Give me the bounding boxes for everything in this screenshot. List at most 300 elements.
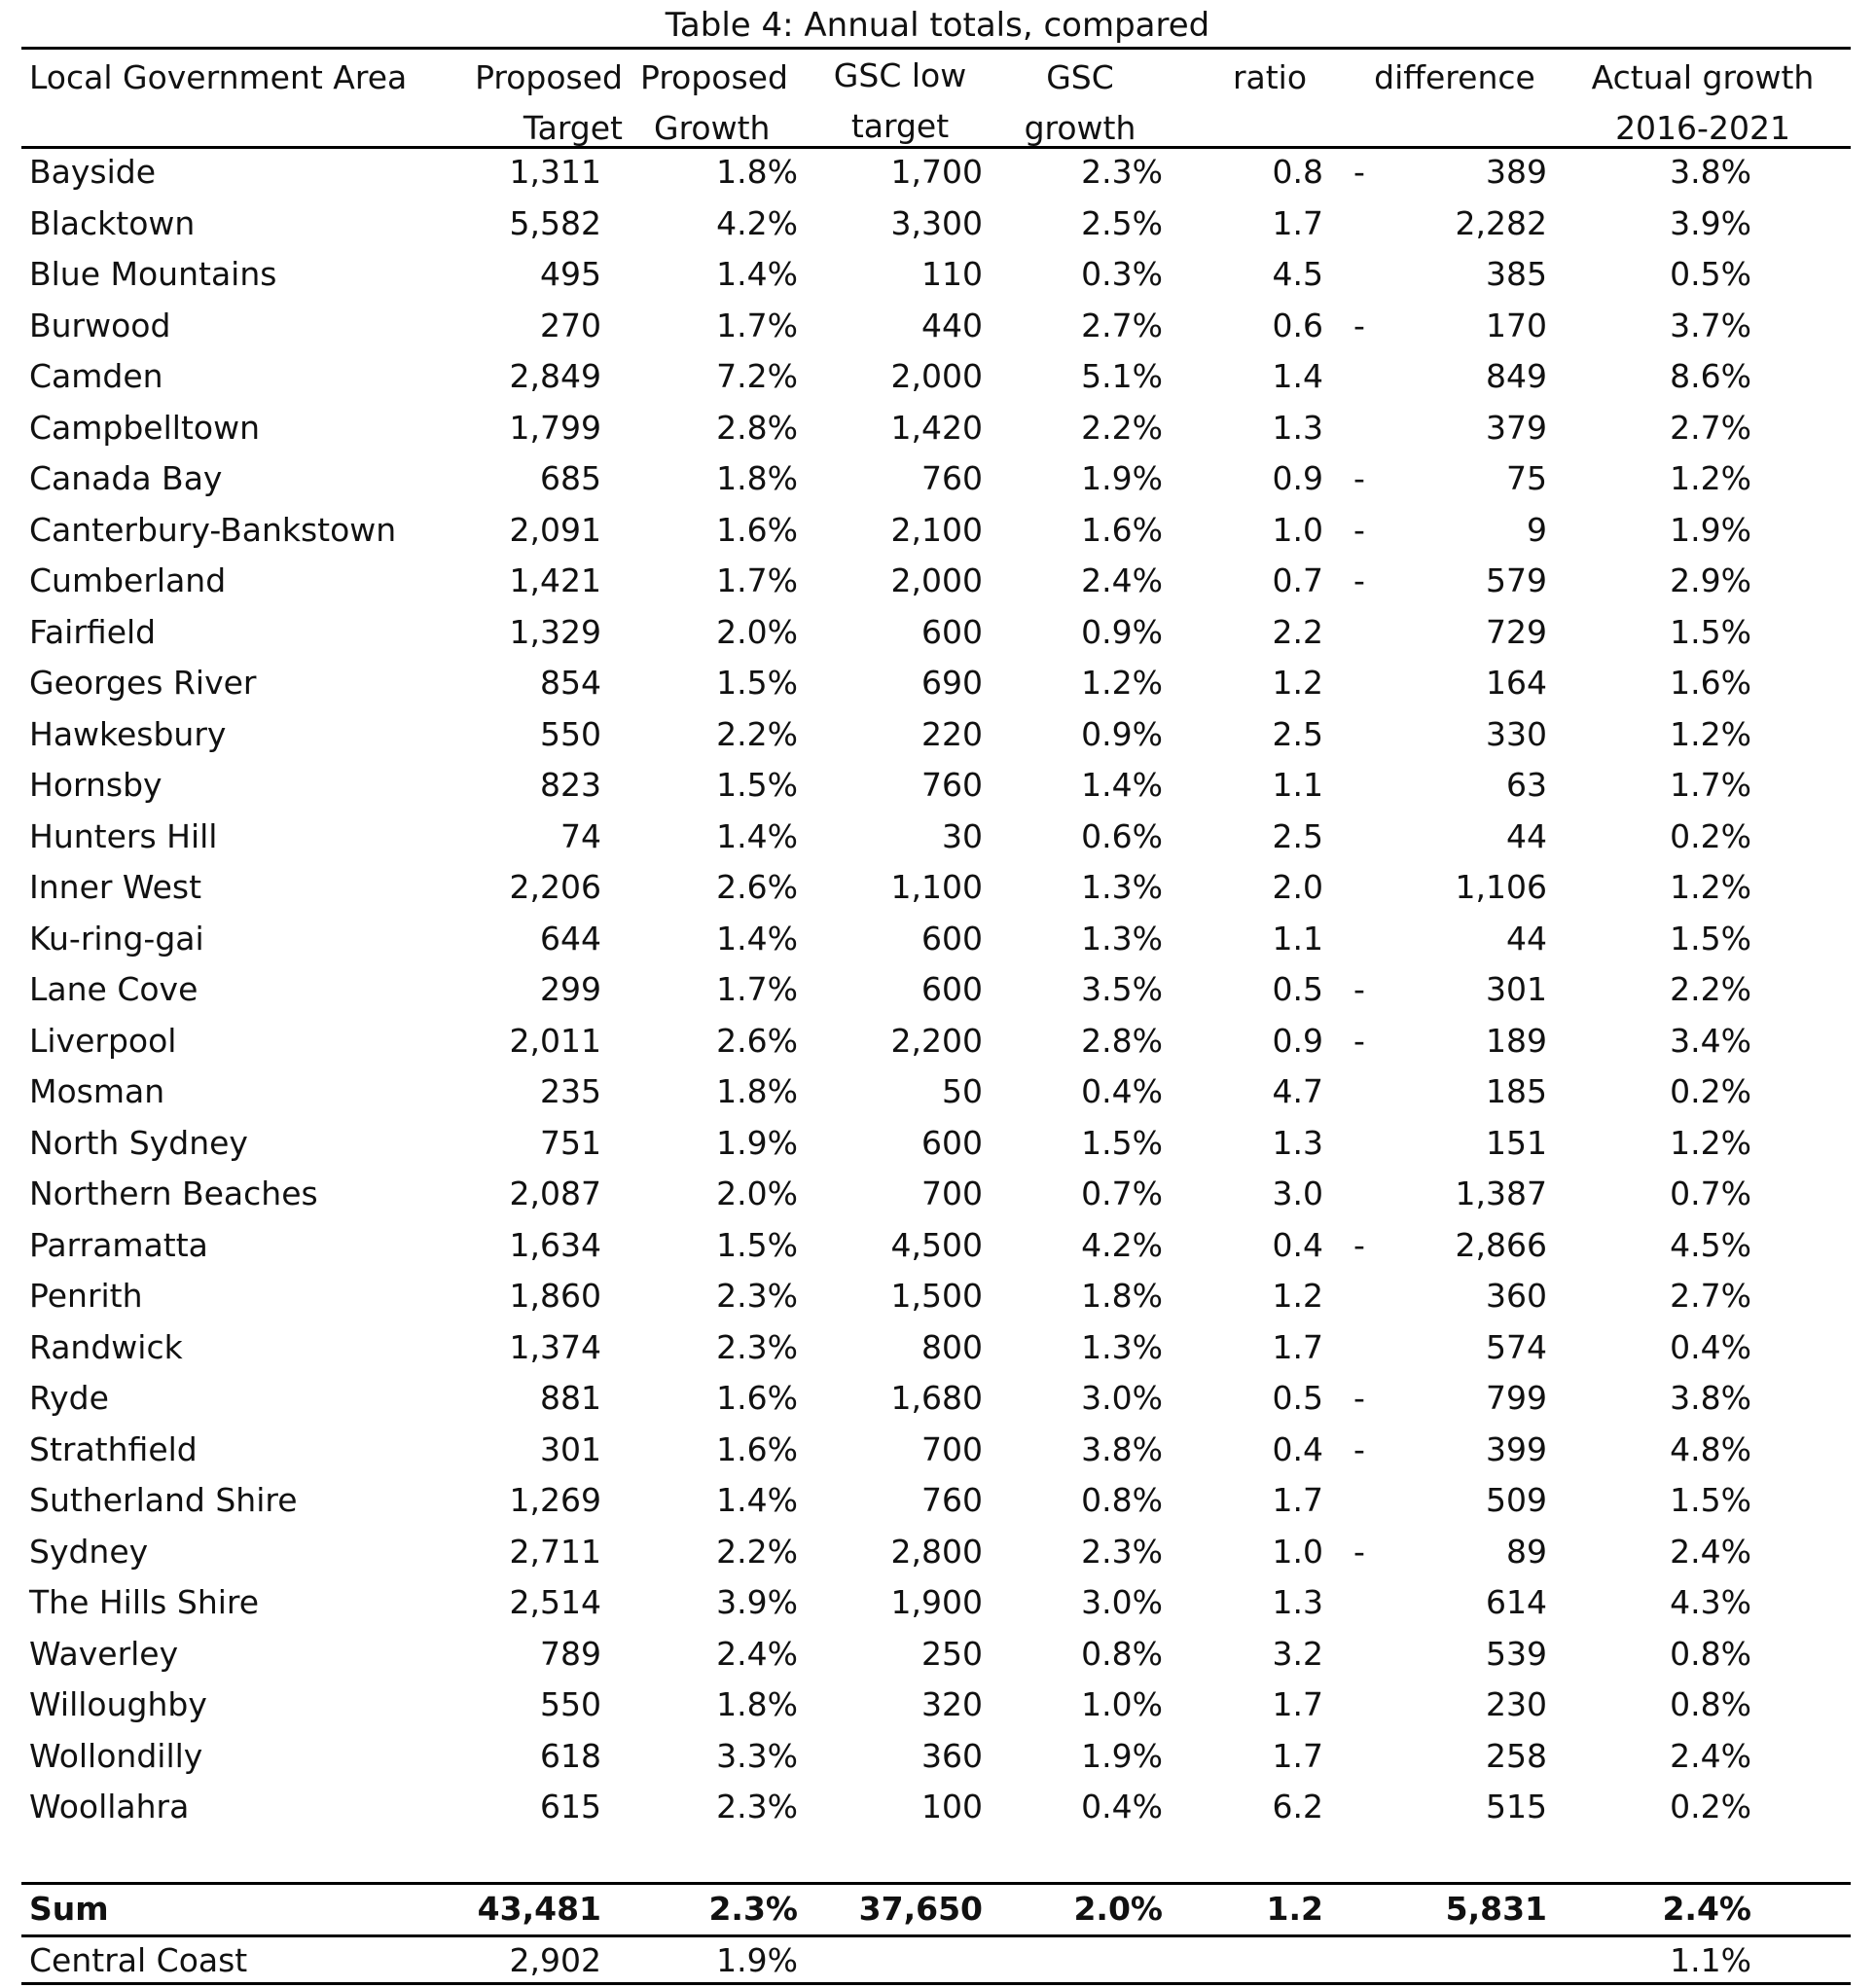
cell-negative-sign	[1345, 1475, 1374, 1526]
cell-gsc-growth: 5.1%	[1081, 357, 1163, 395]
cell-difference: 301	[1486, 970, 1547, 1008]
cell-actual-growth: 3.7%	[1670, 307, 1751, 344]
cell-negative-sign	[1345, 1577, 1374, 1628]
cell-negative-sign	[1345, 1782, 1374, 1832]
cell-gsc-growth: 2.8%	[1081, 1022, 1163, 1060]
header-actual-growth-1: Actual growth	[1591, 58, 1815, 96]
cell-ratio: 1.7	[1272, 1685, 1323, 1723]
cell-negative-sign	[1345, 249, 1374, 300]
cell-proposed-target: 1,799	[509, 409, 601, 447]
header-proposed-target-2: Target	[523, 109, 623, 147]
cell-negative-sign: -	[1353, 1379, 1365, 1417]
cell-gsc-growth: 2.7%	[1081, 307, 1163, 344]
cell-difference: 63	[1506, 766, 1547, 804]
cell-negative-sign: -	[1353, 1226, 1365, 1264]
cell-difference: 515	[1486, 1788, 1547, 1825]
cell-proposed-target: 615	[540, 1788, 601, 1825]
cell-proposed-target: 1,421	[509, 561, 601, 599]
cell-negative-sign	[1345, 1066, 1374, 1117]
cell-ratio: 1.3	[1272, 1124, 1323, 1162]
cell-gsc-growth: 0.4%	[1081, 1072, 1163, 1110]
cell-ratio: 1.0	[1272, 511, 1323, 549]
cell-gsc-growth: 1.8%	[1081, 1277, 1163, 1315]
header-gsc-low-target-2: target	[850, 107, 950, 145]
cell-proposed-target: 1,634	[509, 1226, 601, 1264]
cell-negative-sign: -	[1353, 561, 1365, 599]
cell-actual-growth: 1.5%	[1670, 1481, 1751, 1519]
cell-area: Penrith	[29, 1277, 143, 1315]
cell-actual-growth: 0.2%	[1670, 1788, 1751, 1825]
cell-proposed-target: 1,311	[509, 153, 601, 191]
cell-gsc-growth: 3.0%	[1081, 1583, 1163, 1621]
cell-gsc-growth: 0.6%	[1081, 817, 1163, 855]
cell-gsc-growth: 1.2%	[1081, 664, 1163, 702]
cell-proposed-growth: 1.8%	[716, 1685, 798, 1723]
cell-ratio	[1168, 1935, 1323, 1986]
bottom-rule	[21, 1982, 1851, 1985]
cell-area: North Sydney	[29, 1124, 248, 1162]
cell-gsc-low-target: 700	[921, 1175, 983, 1212]
cell-area: Hawkesbury	[29, 715, 227, 753]
cell-negative-sign	[1345, 1118, 1374, 1169]
cell-proposed-target: 2,091	[509, 511, 601, 549]
cell-negative-sign	[1345, 760, 1374, 811]
cell-negative-sign: -	[1353, 511, 1365, 549]
cell-proposed-target: 1,269	[509, 1481, 601, 1519]
cell-actual-growth: 3.8%	[1670, 153, 1751, 191]
cell-actual-growth: 0.8%	[1670, 1635, 1751, 1673]
cell-difference: 849	[1486, 357, 1547, 395]
cell-actual-growth: 1.2%	[1670, 1124, 1751, 1162]
cell-ratio: 2.2	[1272, 613, 1323, 651]
cell-proposed-target: 2,087	[509, 1175, 601, 1212]
cell-ratio: 0.5	[1272, 970, 1323, 1008]
cell-ratio: 0.6	[1272, 307, 1323, 344]
cell-gsc-growth: 0.3%	[1081, 255, 1163, 293]
cell-proposed-target: 2,514	[509, 1583, 601, 1621]
cell-negative-sign: -	[1353, 459, 1365, 497]
header-difference: difference	[1374, 58, 1535, 96]
cell-area: Woollahra	[29, 1788, 190, 1825]
cell-difference: 330	[1486, 715, 1547, 753]
cell-actual-growth: 2.4%	[1670, 1533, 1751, 1571]
cell-gsc-growth: 1.9%	[1081, 1737, 1163, 1775]
cell-actual-growth: 4.5%	[1670, 1226, 1751, 1264]
cell-gsc-low-target: 100	[921, 1788, 983, 1825]
cell-gsc-low-target: 2,100	[890, 511, 983, 549]
cell-area: Randwick	[29, 1328, 183, 1366]
cell-gsc-low-target: 800	[921, 1328, 983, 1366]
cell-area: Wollondilly	[29, 1737, 203, 1775]
cell-area: Fairfield	[29, 613, 157, 651]
cell-negative-sign: -	[1353, 970, 1365, 1008]
cell-gsc-low-target: 1,680	[890, 1379, 983, 1417]
cell-proposed-growth: 1.8%	[716, 1072, 798, 1110]
cell-difference: 1,106	[1455, 868, 1547, 906]
cell-ratio: 1.0	[1272, 1533, 1323, 1571]
cell-negative-sign: -	[1353, 153, 1365, 191]
cell-proposed-growth: 1.4%	[716, 920, 798, 958]
cell-gsc-low-target: 700	[921, 1430, 983, 1468]
cell-proposed-growth: 1.9%	[716, 1941, 798, 1979]
cell-actual-growth: 2.4%	[1662, 1890, 1751, 1928]
cell-ratio: 2.0	[1272, 868, 1323, 906]
cell-gsc-low-target: 4,500	[890, 1226, 983, 1264]
cell-ratio: 3.0	[1272, 1175, 1323, 1212]
cell-gsc-low-target: 50	[942, 1072, 983, 1110]
cell-gsc-low-target: 760	[921, 1481, 983, 1519]
cell-actual-growth: 1.2%	[1670, 715, 1751, 753]
cell-negative-sign	[1345, 658, 1374, 708]
cell-gsc-low-target: 1,100	[890, 868, 983, 906]
cell-area: Camden	[29, 357, 163, 395]
cell-difference: 614	[1486, 1583, 1547, 1621]
cell-negative-sign: -	[1353, 1533, 1365, 1571]
cell-gsc-growth: 3.5%	[1081, 970, 1163, 1008]
cell-area: Sum	[29, 1890, 109, 1928]
cell-gsc-low-target: 1,500	[890, 1277, 983, 1315]
cell-negative-sign	[1345, 1884, 1374, 1934]
cell-actual-growth: 1.6%	[1670, 664, 1751, 702]
cell-actual-growth: 0.4%	[1670, 1328, 1751, 1366]
cell-gsc-growth: 2.3%	[1081, 1533, 1163, 1571]
cell-negative-sign: -	[1353, 1022, 1365, 1060]
cell-negative-sign	[1345, 351, 1374, 402]
cell-negative-sign	[1345, 403, 1374, 453]
cell-actual-growth: 2.9%	[1670, 561, 1751, 599]
cell-ratio: 1.2	[1272, 664, 1323, 702]
cell-area: Hunters Hill	[29, 817, 218, 855]
cell-area: Burwood	[29, 307, 171, 344]
cell-negative-sign	[1345, 1680, 1374, 1730]
cell-ratio: 1.4	[1272, 357, 1323, 395]
cell-difference: 75	[1506, 459, 1547, 497]
cell-negative-sign	[1345, 1169, 1374, 1219]
cell-gsc-low-target: 2,000	[890, 357, 983, 395]
cell-actual-growth: 1.7%	[1670, 766, 1751, 804]
cell-difference: 1,387	[1455, 1175, 1547, 1212]
cell-area: Georges River	[29, 664, 257, 702]
cell-negative-sign: -	[1353, 307, 1365, 344]
cell-gsc-growth: 0.4%	[1081, 1788, 1163, 1825]
cell-proposed-growth: 2.4%	[716, 1635, 798, 1673]
cell-gsc-low-target: 2,200	[890, 1022, 983, 1060]
cell-actual-growth: 8.6%	[1670, 357, 1751, 395]
cell-area: Bayside	[29, 153, 157, 191]
cell-gsc-growth: 2.5%	[1081, 204, 1163, 242]
cell-difference: 5,831	[1445, 1890, 1547, 1928]
cell-proposed-growth: 1.7%	[716, 561, 798, 599]
cell-gsc-low-target: 2,800	[890, 1533, 983, 1571]
cell-area: Lane Cove	[29, 970, 198, 1008]
cell-difference: 2,866	[1455, 1226, 1547, 1264]
cell-difference: 799	[1486, 1379, 1547, 1417]
cell-difference: 9	[1527, 511, 1547, 549]
cell-proposed-target: 2,011	[509, 1022, 601, 1060]
cell-proposed-growth: 2.3%	[708, 1890, 798, 1928]
cell-proposed-growth: 2.2%	[716, 715, 798, 753]
header-gsc-growth-1: GSC	[1046, 58, 1114, 96]
cell-area: Willoughby	[29, 1685, 207, 1723]
cell-negative-sign	[1345, 607, 1374, 658]
cell-gsc-low-target	[798, 1935, 983, 1986]
cell-gsc-growth: 1.4%	[1081, 766, 1163, 804]
cell-actual-growth: 1.2%	[1670, 868, 1751, 906]
cell-actual-growth: 2.7%	[1670, 409, 1751, 447]
cell-difference: 539	[1486, 1635, 1547, 1673]
header-gsc-growth-2: growth	[1024, 109, 1136, 147]
cell-proposed-growth: 1.5%	[716, 664, 798, 702]
cell-ratio: 4.7	[1272, 1072, 1323, 1110]
cell-ratio: 1.7	[1272, 1328, 1323, 1366]
cell-difference: 164	[1486, 664, 1547, 702]
cell-negative-sign	[1345, 1271, 1374, 1321]
cell-proposed-growth: 2.2%	[716, 1533, 798, 1571]
cell-proposed-growth: 1.7%	[716, 307, 798, 344]
cell-actual-growth: 2.7%	[1670, 1277, 1751, 1315]
cell-negative-sign: -	[1353, 1430, 1365, 1468]
cell-proposed-growth: 1.6%	[716, 511, 798, 549]
cell-difference: 389	[1486, 153, 1547, 191]
cell-proposed-growth: 1.4%	[716, 255, 798, 293]
cell-gsc-low-target: 440	[921, 307, 983, 344]
cell-gsc-growth: 1.0%	[1081, 1685, 1163, 1723]
cell-actual-growth: 1.5%	[1670, 613, 1751, 651]
cell-ratio: 1.2	[1272, 1277, 1323, 1315]
cell-actual-growth: 4.3%	[1670, 1583, 1751, 1621]
cell-area: Sydney	[29, 1533, 149, 1571]
cell-gsc-low-target: 1,420	[890, 409, 983, 447]
cell-difference: 89	[1506, 1533, 1547, 1571]
cell-difference: 151	[1486, 1124, 1547, 1162]
cell-actual-growth: 0.8%	[1670, 1685, 1751, 1723]
cell-gsc-low-target: 37,650	[858, 1890, 983, 1928]
cell-actual-growth: 1.1%	[1670, 1941, 1751, 1979]
cell-difference: 258	[1486, 1737, 1547, 1775]
cell-gsc-low-target: 760	[921, 459, 983, 497]
cell-actual-growth: 2.4%	[1670, 1737, 1751, 1775]
cell-proposed-target: 495	[540, 255, 601, 293]
cell-negative-sign	[1345, 709, 1374, 760]
cell-difference	[1382, 1935, 1547, 1986]
cell-gsc-low-target: 250	[921, 1635, 983, 1673]
cell-difference: 2,282	[1455, 204, 1547, 242]
cell-negative-sign	[1345, 914, 1374, 964]
cell-gsc-growth: 4.2%	[1081, 1226, 1163, 1264]
cell-proposed-target: 1,860	[509, 1277, 601, 1315]
cell-gsc-low-target: 1,700	[890, 153, 983, 191]
cell-ratio: 0.4	[1272, 1430, 1323, 1468]
cell-actual-growth: 1.5%	[1670, 920, 1751, 958]
cell-gsc-growth: 1.9%	[1081, 459, 1163, 497]
cell-area: Canterbury-Bankstown	[29, 511, 397, 549]
cell-ratio: 2.5	[1272, 817, 1323, 855]
cell-proposed-growth: 2.3%	[716, 1277, 798, 1315]
header-area: Local Government Area	[29, 58, 408, 96]
cell-gsc-low-target: 1,900	[890, 1583, 983, 1621]
cell-actual-growth: 1.2%	[1670, 459, 1751, 497]
cell-proposed-target: 854	[540, 664, 601, 702]
cell-gsc-low-target: 30	[942, 817, 983, 855]
cell-gsc-low-target: 760	[921, 766, 983, 804]
cell-ratio: 0.4	[1272, 1226, 1323, 1264]
top-rule	[21, 47, 1851, 50]
cell-proposed-growth: 1.5%	[716, 766, 798, 804]
cell-negative-sign	[1345, 1629, 1374, 1680]
cell-ratio: 0.7	[1272, 561, 1323, 599]
cell-proposed-target: 1,374	[509, 1328, 601, 1366]
cell-area: Cumberland	[29, 561, 227, 599]
cell-proposed-growth: 2.8%	[716, 409, 798, 447]
cell-gsc-growth: 0.9%	[1081, 715, 1163, 753]
cell-proposed-target: 789	[540, 1635, 601, 1673]
header-proposed-growth-1: Proposed	[640, 58, 788, 96]
cell-proposed-growth: 3.3%	[716, 1737, 798, 1775]
cell-proposed-target: 74	[560, 817, 601, 855]
cell-gsc-growth: 0.9%	[1081, 613, 1163, 651]
header-ratio: ratio	[1232, 58, 1308, 96]
cell-area: Ku-ring-gai	[29, 920, 204, 958]
cell-actual-growth: 0.2%	[1670, 817, 1751, 855]
cell-proposed-growth: 1.5%	[716, 1226, 798, 1264]
cell-difference: 729	[1486, 613, 1547, 651]
cell-gsc-growth: 3.8%	[1081, 1430, 1163, 1468]
cell-area: Sutherland Shire	[29, 1481, 298, 1519]
cell-negative-sign	[1345, 812, 1374, 862]
cell-proposed-growth: 1.4%	[716, 817, 798, 855]
cell-gsc-low-target: 360	[921, 1737, 983, 1775]
cell-proposed-target: 618	[540, 1737, 601, 1775]
cell-difference: 230	[1486, 1685, 1547, 1723]
cell-proposed-growth: 1.9%	[716, 1124, 798, 1162]
cell-proposed-growth: 2.6%	[716, 1022, 798, 1060]
cell-gsc-low-target: 2,000	[890, 561, 983, 599]
cell-gsc-low-target: 600	[921, 920, 983, 958]
cell-ratio: 0.5	[1272, 1379, 1323, 1417]
cell-proposed-growth: 3.9%	[716, 1583, 798, 1621]
cell-proposed-growth: 2.0%	[716, 613, 798, 651]
cell-area: Campbelltown	[29, 409, 260, 447]
cell-ratio: 1.1	[1272, 920, 1323, 958]
cell-ratio: 1.1	[1272, 766, 1323, 804]
cell-area: Waverley	[29, 1635, 179, 1673]
cell-ratio: 1.2	[1266, 1890, 1323, 1928]
header-proposed-growth-2: Growth	[654, 109, 771, 147]
cell-proposed-growth: 1.6%	[716, 1379, 798, 1417]
cell-gsc-growth: 0.8%	[1081, 1635, 1163, 1673]
cell-gsc-low-target: 600	[921, 1124, 983, 1162]
cell-proposed-growth: 4.2%	[716, 204, 798, 242]
cell-ratio: 1.3	[1272, 1583, 1323, 1621]
cell-gsc-growth: 0.7%	[1081, 1175, 1163, 1212]
table-title: Table 4: Annual totals, compared	[665, 6, 1210, 45]
cell-gsc-growth	[983, 1935, 1163, 1986]
cell-gsc-growth: 1.3%	[1081, 868, 1163, 906]
cell-gsc-growth: 1.6%	[1081, 511, 1163, 549]
cell-gsc-low-target: 3,300	[890, 204, 983, 242]
cell-gsc-low-target: 220	[921, 715, 983, 753]
cell-proposed-growth: 2.3%	[716, 1328, 798, 1366]
cell-proposed-growth: 1.8%	[716, 459, 798, 497]
cell-proposed-target: 2,206	[509, 868, 601, 906]
cell-proposed-target: 5,582	[509, 204, 601, 242]
cell-area: Blacktown	[29, 204, 196, 242]
cell-difference: 579	[1486, 561, 1547, 599]
cell-proposed-growth: 1.4%	[716, 1481, 798, 1519]
cell-ratio: 0.9	[1272, 459, 1323, 497]
cell-area: Inner West	[29, 868, 202, 906]
cell-area: The Hills Shire	[29, 1583, 260, 1621]
cell-area: Blue Mountains	[29, 255, 277, 293]
cell-area: Ryde	[29, 1379, 109, 1417]
cell-area: Parramatta	[29, 1226, 208, 1264]
cell-ratio: 1.7	[1272, 204, 1323, 242]
cell-actual-growth: 2.2%	[1670, 970, 1751, 1008]
cell-ratio: 1.7	[1272, 1481, 1323, 1519]
cell-gsc-growth: 2.3%	[1081, 153, 1163, 191]
cell-proposed-target: 43,481	[477, 1890, 601, 1928]
cell-actual-growth: 4.8%	[1670, 1430, 1751, 1468]
cell-gsc-growth: 2.2%	[1081, 409, 1163, 447]
cell-proposed-target: 685	[540, 459, 601, 497]
cell-gsc-growth: 1.3%	[1081, 920, 1163, 958]
cell-area: Hornsby	[29, 766, 162, 804]
cell-actual-growth: 3.4%	[1670, 1022, 1751, 1060]
cell-ratio: 3.2	[1272, 1635, 1323, 1673]
cell-gsc-growth: 2.0%	[1073, 1890, 1163, 1928]
cell-area: Canada Bay	[29, 459, 223, 497]
cell-difference: 44	[1506, 920, 1547, 958]
cell-ratio: 6.2	[1272, 1788, 1323, 1825]
cell-ratio: 1.3	[1272, 409, 1323, 447]
cell-gsc-low-target: 110	[921, 255, 983, 293]
cell-proposed-target: 1,329	[509, 613, 601, 651]
cell-actual-growth: 3.8%	[1670, 1379, 1751, 1417]
cell-negative-sign	[1345, 1322, 1374, 1373]
cell-gsc-low-target: 320	[921, 1685, 983, 1723]
cell-difference: 44	[1506, 817, 1547, 855]
cell-actual-growth: 0.5%	[1670, 255, 1751, 293]
cell-proposed-target: 2,711	[509, 1533, 601, 1571]
cell-proposed-target: 270	[540, 307, 601, 344]
cell-difference: 509	[1486, 1481, 1547, 1519]
cell-difference: 574	[1486, 1328, 1547, 1366]
cell-negative-sign	[1345, 1731, 1374, 1782]
header-gsc-low-target-1: GSC low	[833, 56, 967, 94]
cell-proposed-target: 550	[540, 715, 601, 753]
cell-difference: 360	[1486, 1277, 1547, 1315]
cell-proposed-target: 644	[540, 920, 601, 958]
cell-area: Central Coast	[29, 1941, 248, 1979]
cell-gsc-growth: 3.0%	[1081, 1379, 1163, 1417]
cell-area: Northern Beaches	[29, 1175, 318, 1212]
cell-difference: 399	[1486, 1430, 1547, 1468]
cell-negative-sign	[1345, 199, 1374, 249]
cell-proposed-growth: 2.6%	[716, 868, 798, 906]
cell-proposed-target: 235	[540, 1072, 601, 1110]
cell-area: Liverpool	[29, 1022, 177, 1060]
header-proposed-target-1: Proposed	[475, 58, 623, 96]
cell-negative-sign	[1345, 1935, 1374, 1986]
cell-ratio: 2.5	[1272, 715, 1323, 753]
cell-actual-growth: 1.9%	[1670, 511, 1751, 549]
cell-gsc-growth: 1.5%	[1081, 1124, 1163, 1162]
cell-difference: 385	[1486, 255, 1547, 293]
cell-ratio: 1.7	[1272, 1737, 1323, 1775]
cell-proposed-target: 301	[540, 1430, 601, 1468]
header-actual-growth-2: 2016-2021	[1615, 109, 1790, 147]
cell-gsc-low-target: 600	[921, 970, 983, 1008]
